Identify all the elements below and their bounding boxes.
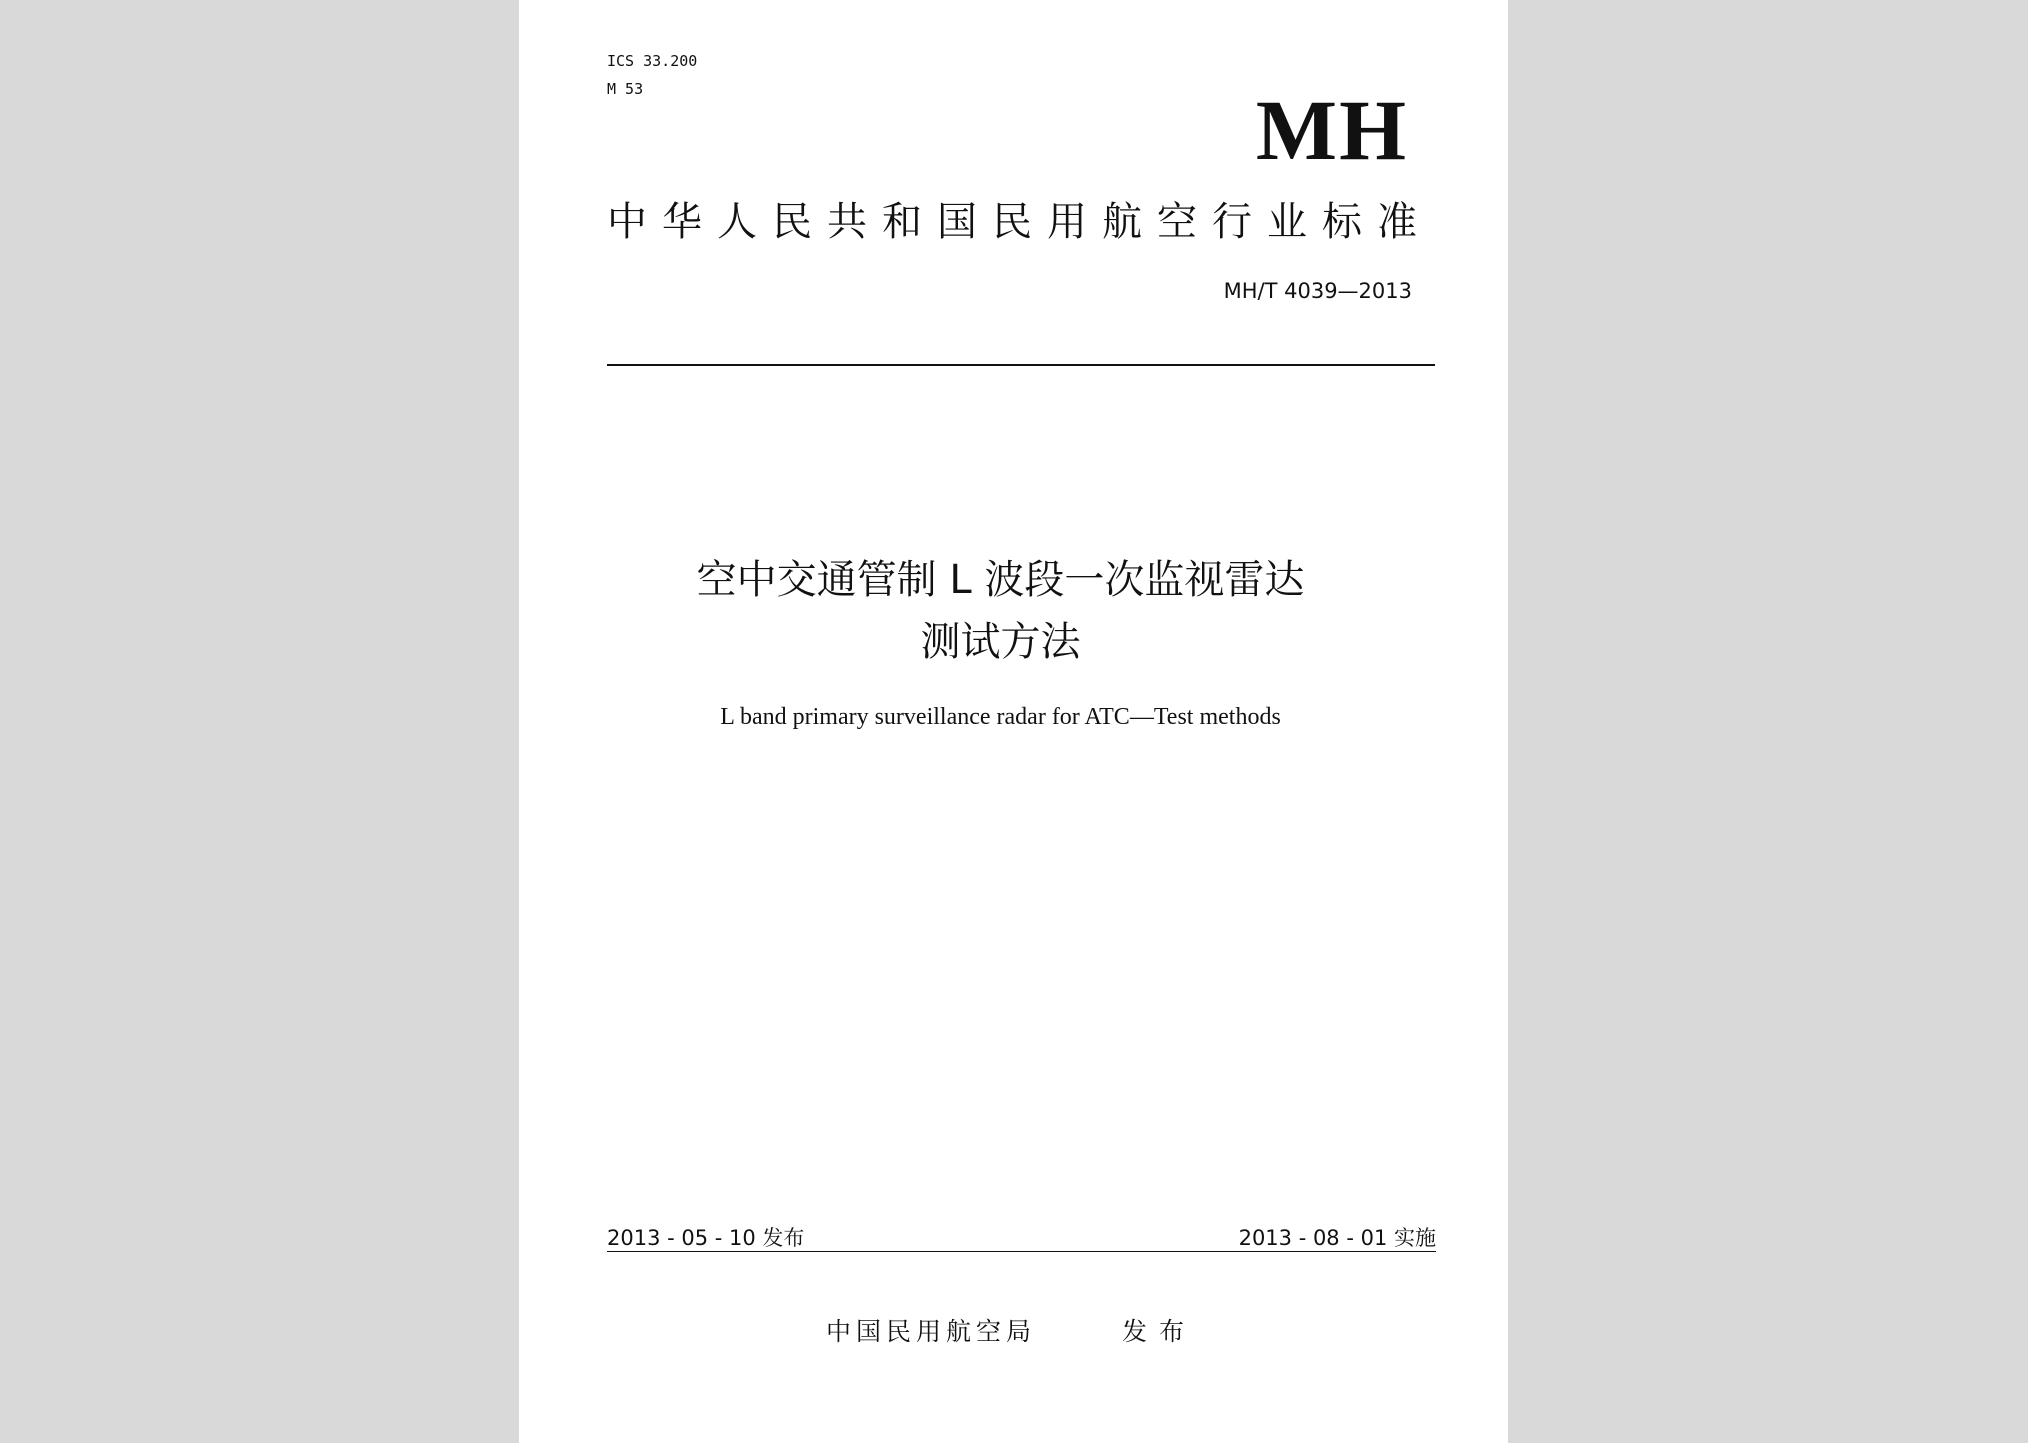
title-english: L band primary surveillance radar for ATC—Test methods: [720, 704, 1281, 730]
mh-logo: MH: [1255, 82, 1408, 178]
effective-date: 2013 - 08 - 01 实施: [1238, 1226, 1436, 1250]
classification-code: M 53: [607, 80, 644, 98]
standard-number: MH/T 4039—2013: [1223, 279, 1412, 303]
standard-category: 中华人民共和国民用航空行业标准: [607, 199, 1432, 245]
document-page: [519, 0, 1508, 1443]
issue-date: 2013 - 05 - 10 发布: [607, 1226, 805, 1250]
issuer: 中国民用航空局: [826, 1317, 1037, 1346]
date-divider: [607, 1251, 1436, 1252]
header-divider: [607, 364, 1435, 366]
title-chinese-line1: 空中交通管制 L 波段一次监视雷达: [696, 557, 1305, 603]
ics-code: ICS 33.200: [607, 52, 698, 70]
issue-word: 发布: [1122, 1317, 1197, 1346]
title-chinese-line2: 测试方法: [920, 619, 1081, 665]
